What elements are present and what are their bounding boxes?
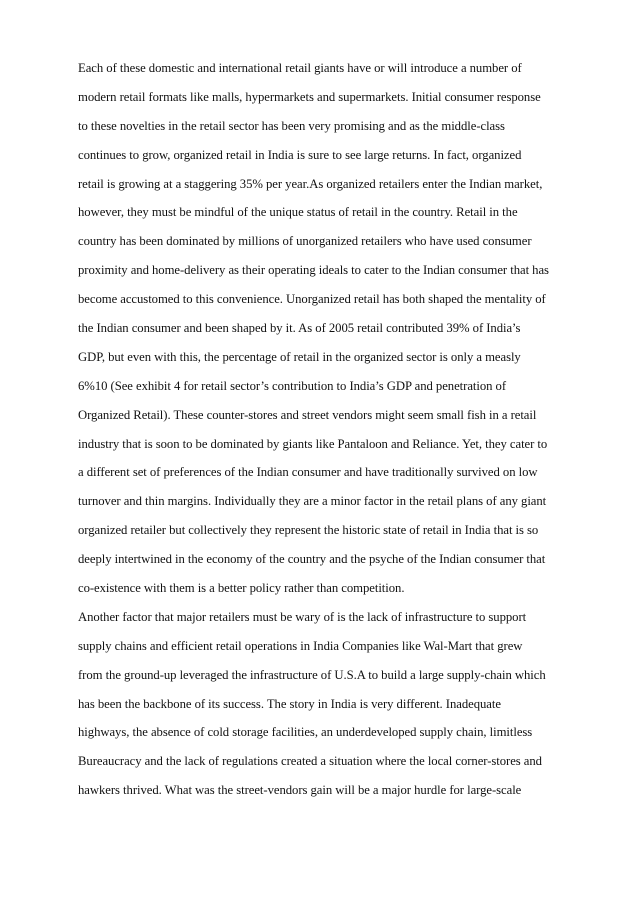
text-line: Another factor that major retailers must be wary of is the lack of infrastructure to support xyxy=(78,609,527,624)
text-line: a different set of preferences of the Indian consumer and have traditionally survived on low xyxy=(78,465,538,480)
text-line: hawkers thrived. What was the street-vendors gain will be a major hurdle for large-scale xyxy=(78,783,522,798)
text-line: 6%10 (See exhibit 4 for retail sector’s contribution to India’s GDP and penetration of xyxy=(78,378,507,393)
text-line: Bureaucracy and the lack of regulations created a situation where the local corner-stores and xyxy=(78,754,542,769)
text-line: has been the backbone of its success. The story in India is very different. Inadequate xyxy=(78,696,501,711)
text-line: retail is growing at a staggering 35% per year.As organized retailers enter the Indian market, xyxy=(78,176,543,191)
text-line: industry that is soon to be dominated by giants like Pantaloon and Reliance. Yet, they cater to xyxy=(78,436,548,451)
text-line: continues to grow, organized retail in India is sure to see large returns. In fact, organized xyxy=(78,147,522,162)
text-line: co-existence with them is a better policy rather than competition. xyxy=(78,581,405,596)
text-line: country has been dominated by millions of unorganized retailers who have used consumer xyxy=(78,234,532,249)
text-line: highways, the absence of cold storage facilities, an underdeveloped supply chain, limitless xyxy=(78,725,533,740)
text-line: the Indian consumer and been shaped by it. As of 2005 retail contributed 39% of India’s xyxy=(78,321,521,336)
body-text xyxy=(78,54,568,805)
text-line: organized retailer but collectively they represent the historic state of retail in India that is so xyxy=(78,523,539,538)
text-line: Each of these domestic and international retail giants have or will introduce a number of xyxy=(78,61,522,75)
text-line: modern retail formats like malls, hypermarkets and supermarkets. Initial consumer response xyxy=(78,89,541,104)
text-line: deeply intertwined in the economy of the country and the psyche of the Indian consumer that xyxy=(78,552,546,567)
text-line: however, they must be mindful of the unique status of retail in the country. Retail in the xyxy=(78,205,518,220)
text-line: proximity and home-delivery as their operating ideals to cater to the Indian consumer that has xyxy=(78,263,549,278)
text-line: GDP, but even with this, the percentage of retail in the organized sector is only a measly xyxy=(78,349,521,364)
text-line: turnover and thin margins. Individually they are a minor factor in the retail plans of any giant xyxy=(78,494,547,509)
text-line: Organized Retail). These counter-stores and street vendors might seem small fish in a retail xyxy=(78,407,537,422)
text-line: from the ground-up leveraged the infrastructure of U.S.A to build a large supply-chain which xyxy=(78,667,546,682)
text-line: to these novelties in the retail sector has been very promising and as the middle-class xyxy=(78,118,505,133)
text-line: become accustomed to this convenience. Unorganized retail has both shaped the mentality of xyxy=(78,292,546,307)
text-line: supply chains and efficient retail operations in India Companies like Wal-Mart that grew xyxy=(78,638,523,653)
